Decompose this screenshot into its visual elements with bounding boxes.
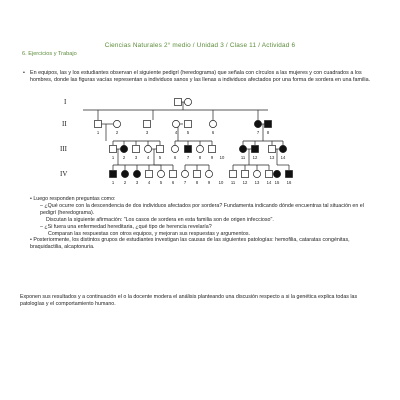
questions-lead: • Luego responden preguntas como: xyxy=(30,196,116,202)
individual-number: 2 xyxy=(115,130,119,135)
question-text: ¿Si fuera una enfermedad hereditaria, ¿qué tipo de herencia revelaría? xyxy=(44,223,212,230)
individual-number: 14 xyxy=(280,155,286,160)
generation-label: II xyxy=(62,120,67,128)
individual-male-healthy xyxy=(175,99,182,106)
individual-male-affected xyxy=(286,171,293,178)
individual-number: 9 xyxy=(207,180,211,185)
individual-male-healthy xyxy=(185,121,192,128)
generation-label: IV xyxy=(60,170,68,178)
individual-female-healthy xyxy=(171,145,178,152)
individual-female-healthy xyxy=(209,120,216,127)
individual-number: 5 xyxy=(159,180,163,185)
individual-female-healthy xyxy=(157,170,164,177)
question-item: Discutan la siguiente afirmación: "Los casos de sordera en esta familia son de origen infeccioso". xyxy=(46,216,274,223)
individual-male-healthy xyxy=(110,146,117,153)
individual-number: 7 xyxy=(186,155,190,160)
individual-female-healthy xyxy=(181,170,188,177)
individual-number: 15 xyxy=(274,180,280,185)
individual-male-affected xyxy=(265,121,272,128)
individual-male-healthy xyxy=(230,171,237,178)
individual-male-healthy xyxy=(209,146,216,153)
bullet-icon: • xyxy=(23,70,25,76)
question-item: – ¿Qué ocurre con la descendencia de dos individuos afectados por sordera? Fundamenta indicando dónde encuentras tal situación en el pedigrí (heredograma). xyxy=(40,202,364,216)
individual-number: 6 xyxy=(171,180,175,185)
individual-number: 8 xyxy=(195,180,199,185)
individual-female-healthy xyxy=(144,145,151,152)
individual-number: 14 xyxy=(266,180,272,185)
individual-female-healthy xyxy=(172,120,179,127)
individual-female-healthy xyxy=(205,170,212,177)
individual-female-healthy xyxy=(113,120,120,127)
individual-number: 3 xyxy=(134,155,138,160)
closing-paragraph: Exponen sus resultados y a continuación el o la docente modera el análisis planteando una discusión respecto a si la genética explica todas las patologías y el comportamiento humano. xyxy=(20,294,358,307)
individual-male-affected xyxy=(185,146,192,153)
individual-female-affected xyxy=(120,145,127,152)
individual-number: 12 xyxy=(252,155,258,160)
question-item: • Posteriormente, los distintos grupos de estudiantes investigan las causas de las siguientes patologías: hemofilia, cataratas congénitas, braquidactilia, alcaptonuria. xyxy=(30,237,350,251)
individual-male-healthy xyxy=(133,146,140,153)
individual-female-affected xyxy=(121,170,128,177)
generation-label: I xyxy=(64,98,67,106)
individual-female-healthy xyxy=(184,98,191,105)
intro-text: En equipos, las y los estudiantes observan el siguiente pedigrí (heredograma) que señala con círculos a las mujeres y con cuadrados a los hombres, donde las figuras vacías representan a individuos sanos y las llenas a individuos afectados por una forma de sordera en una familia. xyxy=(30,70,371,83)
individual-male-healthy xyxy=(95,121,102,128)
individual-number: 12 xyxy=(242,180,248,185)
individual-male-affected xyxy=(252,146,259,153)
individual-number: 10 xyxy=(218,180,224,185)
questions-block xyxy=(30,196,375,251)
generation-label: III xyxy=(60,145,67,153)
individual-number: 6 xyxy=(211,130,215,135)
individual-number: 4 xyxy=(147,180,151,185)
page-header: Ciencias Naturales 2° medio / Unidad 3 / Clase 11 / Actividad 6 xyxy=(104,42,296,49)
individual-female-affected xyxy=(239,145,246,152)
individual-number: 5 xyxy=(158,155,162,160)
individual-male-healthy xyxy=(242,171,249,178)
individual-female-affected xyxy=(254,120,261,127)
individual-number: 4 xyxy=(174,130,178,135)
individual-number: 11 xyxy=(240,155,246,160)
section-title: 6. Ejercicios y Trabajo xyxy=(22,51,77,57)
individual-female-healthy xyxy=(253,170,260,177)
individual-male-healthy xyxy=(269,146,276,153)
questions-lead-text: Luego responden preguntas como: xyxy=(33,196,116,202)
individual-number: 10 xyxy=(219,155,225,160)
individual-number: 4 xyxy=(146,155,150,160)
individual-number: 1 xyxy=(111,155,115,160)
individual-number: 2 xyxy=(122,155,126,160)
individual-number: 11 xyxy=(230,180,236,185)
individual-female-affected xyxy=(279,145,286,152)
individual-male-healthy xyxy=(144,121,151,128)
question-text: ¿Qué ocurre con la descendencia de dos individuos afectados por sordera? Fundamenta indicando dónde encuentras tal situación en el pedigrí (heredograma). xyxy=(40,202,364,216)
individual-male-healthy xyxy=(170,171,177,178)
individual-number: 8 xyxy=(198,155,202,160)
individual-number: 5 xyxy=(186,130,190,135)
individual-male-healthy xyxy=(157,146,164,153)
individual-number: 13 xyxy=(254,180,260,185)
individual-male-affected xyxy=(110,171,117,178)
individual-number: 8 xyxy=(266,130,270,135)
individual-number: 1 xyxy=(111,180,115,185)
individual-number: 1 xyxy=(96,130,100,135)
individual-number: 3 xyxy=(145,130,149,135)
individual-number: 7 xyxy=(256,130,260,135)
individual-number: 2 xyxy=(123,180,127,185)
individual-number: 9 xyxy=(210,155,214,160)
individual-number: 7 xyxy=(183,180,187,185)
individual-number: 6 xyxy=(173,155,177,160)
individual-number: 3 xyxy=(135,180,139,185)
question-item: – ¿Si fuera una enfermedad hereditaria, ¿qué tipo de herencia revelaría? xyxy=(40,223,212,230)
individual-female-affected xyxy=(133,170,140,177)
individual-female-affected xyxy=(273,170,280,177)
individual-female-healthy xyxy=(196,145,203,152)
question-text: Posteriormente, los distintos grupos de estudiantes investigan las causas de las siguientes patologías: hemofilia, cataratas congénitas, braquidactilia, alcaptonuria. xyxy=(30,237,350,251)
individual-male-healthy xyxy=(194,171,201,178)
individual-number: 13 xyxy=(269,155,275,160)
individual-male-healthy xyxy=(266,171,273,178)
individual-male-healthy xyxy=(146,171,153,178)
individual-number: 16 xyxy=(286,180,292,185)
question-item: Comparan las respuestas con otros equipos, y mejoran sus respuestas y argumentos. xyxy=(48,230,250,237)
